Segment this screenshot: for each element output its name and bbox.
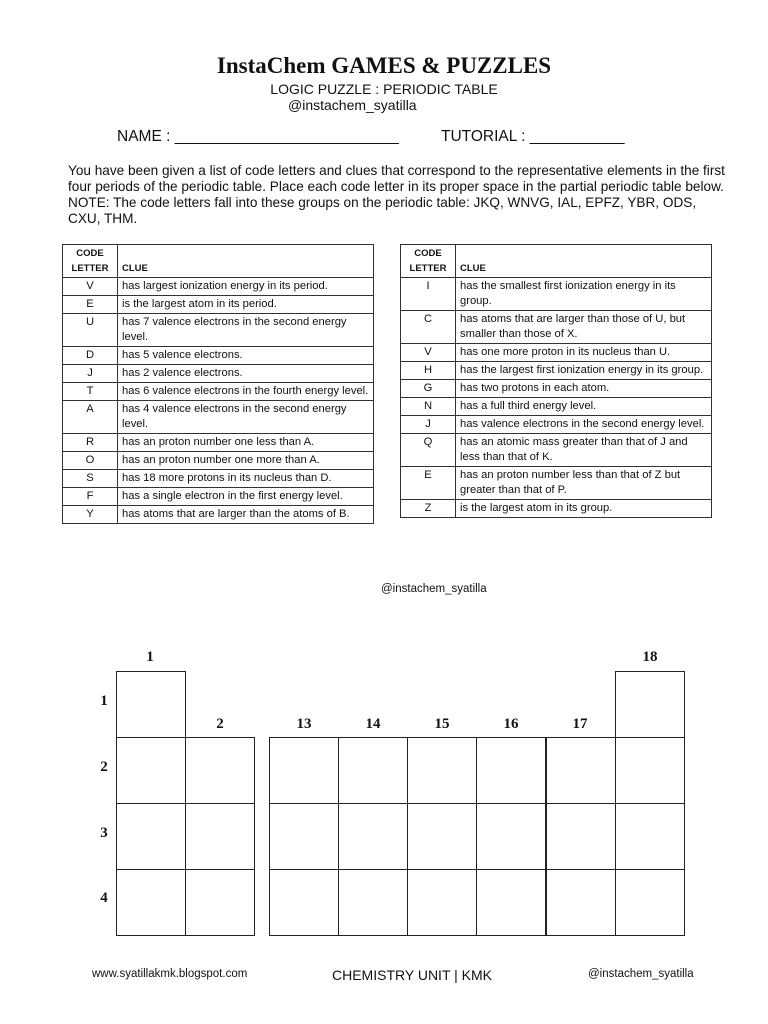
clue-row: [63, 401, 374, 434]
code-letter: V: [63, 278, 118, 296]
cell-period3-group1[interactable]: [116, 803, 186, 870]
code-letter: C: [401, 311, 456, 344]
clue-row: [401, 500, 712, 518]
code-letter: J: [63, 365, 118, 383]
clue-row: [401, 434, 712, 467]
code-letter: Z: [401, 500, 456, 518]
footer-handle: @instachem_syatilla: [588, 968, 694, 980]
clue-text: has atoms that are larger than those of U, but smaller than those of X.: [456, 311, 712, 344]
clue-text: has largest ionization energy in its period.: [118, 278, 374, 296]
cell-period4-group1[interactable]: [116, 869, 186, 936]
clue-text: has 6 valence electrons in the fourth energy level.: [118, 383, 374, 401]
cell-period2-group2[interactable]: [185, 737, 255, 804]
group-label-15: 15: [434, 716, 450, 732]
cell-period3-group17[interactable]: [546, 803, 616, 870]
period-label-3: 3: [100, 825, 108, 841]
clue-header: CLUE: [118, 245, 374, 278]
clue-row: [63, 278, 374, 296]
code-letter: G: [401, 380, 456, 398]
clue-text: has a single electron in the first energy level.: [118, 488, 374, 506]
clue-row: [63, 506, 374, 524]
clue-row: [63, 452, 374, 470]
cell-period4-group2[interactable]: [185, 869, 255, 936]
clue-text: is the largest atom in its period.: [118, 296, 374, 314]
code-letter: Y: [63, 506, 118, 524]
clue-text: has valence electrons in the second energy level.: [456, 416, 712, 434]
clue-row: [401, 467, 712, 500]
cell-period2-group14[interactable]: [338, 737, 408, 804]
code-letter: O: [63, 452, 118, 470]
clue-text: has an proton number one less than A.: [118, 434, 374, 452]
group-label-14: 14: [365, 716, 381, 732]
cell-period3-group18[interactable]: [615, 803, 685, 870]
footer-website: www.syatillakmk.blogspot.com: [92, 968, 248, 980]
cell-period3-group13[interactable]: [269, 803, 339, 870]
puzzle-subtitle: LOGIC PUZZLE : PERIODIC TABLE: [270, 81, 498, 97]
cell-period2-group18[interactable]: [615, 737, 685, 804]
cell-period4-group17[interactable]: [546, 869, 616, 936]
cell-period2-group15[interactable]: [407, 737, 477, 804]
clue-text: has the smallest first ionization energy in its group.: [456, 278, 712, 311]
clue-row: [63, 365, 374, 383]
clue-text: has one more proton in its nucleus than U.: [456, 344, 712, 362]
clue-row: [63, 434, 374, 452]
clue-row: [63, 296, 374, 314]
clue-header: CLUE: [456, 245, 712, 278]
clue-row: [401, 416, 712, 434]
cell-period4-group18[interactable]: [615, 869, 685, 936]
code-letter: H: [401, 362, 456, 380]
group-label-16: 16: [503, 716, 519, 732]
cell-period3-group14[interactable]: [338, 803, 408, 870]
clue-row: [401, 398, 712, 416]
tutorial-field-label: TUTORIAL : ___________: [441, 128, 625, 145]
cell-period3-group15[interactable]: [407, 803, 477, 870]
clue-row: [63, 470, 374, 488]
clue-text: has 5 valence electrons.: [118, 347, 374, 365]
cell-period2-group16[interactable]: [476, 737, 546, 804]
instructions-paragraph: You have been given a list of code letters and clues that correspond to the representative elements in the first four periods of the periodic table. Place each code letter in its proper space in the partial periodic table below. NOTE: The code letters fall into these groups on the periodic table: JKQ, WNVG, IAL, EPFZ, YBR, ODS, CXU, THM.: [68, 163, 725, 226]
clue-row: [401, 362, 712, 380]
code-letter-header: CODE LETTER: [401, 245, 456, 278]
clue-row: [63, 314, 374, 347]
code-letter: U: [63, 314, 118, 347]
clue-row: [401, 344, 712, 362]
clue-text: has 4 valence electrons in the second energy level.: [118, 401, 374, 434]
clue-text: has an proton number less than that of Z but greater than that of P.: [456, 467, 712, 500]
clue-row: [401, 278, 712, 311]
cell-period1-group18[interactable]: [615, 671, 685, 738]
cell-period1-group1[interactable]: [116, 671, 186, 738]
clue-row: [63, 383, 374, 401]
clue-text: has atoms that are larger than the atoms of B.: [118, 506, 374, 524]
table-header-row: [401, 245, 712, 278]
mid-handle: @instachem_syatilla: [381, 583, 487, 595]
code-letter: I: [401, 278, 456, 311]
code-letter-header: CODE LETTER: [63, 245, 118, 278]
group-label-1: 1: [146, 649, 154, 665]
name-field-label: NAME : __________________________: [117, 128, 399, 145]
code-letter: E: [63, 296, 118, 314]
clue-text: has a full third energy level.: [456, 398, 712, 416]
author-handle: @instachem_syatilla: [288, 97, 417, 113]
code-letter: S: [63, 470, 118, 488]
code-letter: A: [63, 401, 118, 434]
cell-period3-group16[interactable]: [476, 803, 546, 870]
clue-text: has 18 more protons in its nucleus than D.: [118, 470, 374, 488]
footer-unit: CHEMISTRY UNIT | KMK: [332, 967, 492, 983]
clue-text: has 2 valence electrons.: [118, 365, 374, 383]
group-label-2: 2: [216, 716, 224, 732]
clue-text: is the largest atom in its group.: [456, 500, 712, 518]
period-label-4: 4: [100, 890, 108, 906]
code-letter: V: [401, 344, 456, 362]
clue-row: [401, 311, 712, 344]
clue-text: has 7 valence electrons in the second energy level.: [118, 314, 374, 347]
code-letter: J: [401, 416, 456, 434]
cell-period4-group13[interactable]: [269, 869, 339, 936]
page-title: InstaChem GAMES & PUZZLES: [216, 53, 552, 78]
clue-text: has the largest first ionization energy in its group.: [456, 362, 712, 380]
code-letter: F: [63, 488, 118, 506]
cell-period2-group17[interactable]: [546, 737, 616, 804]
group-label-13: 13: [296, 716, 312, 732]
clue-text: has an proton number one more than A.: [118, 452, 374, 470]
table-header-row: [63, 245, 374, 278]
code-letter: N: [401, 398, 456, 416]
group-label-18: 18: [642, 649, 658, 665]
period-label-2: 2: [100, 759, 108, 775]
cell-period3-group2[interactable]: [185, 803, 255, 870]
clue-text: has an atomic mass greater than that of J and less than that of K.: [456, 434, 712, 467]
cell-period2-group13[interactable]: [269, 737, 339, 804]
code-letter: D: [63, 347, 118, 365]
period-label-1: 1: [100, 693, 108, 709]
code-letter: T: [63, 383, 118, 401]
code-letter: R: [63, 434, 118, 452]
code-letter: E: [401, 467, 456, 500]
clue-row: [401, 380, 712, 398]
clue-table-right: [400, 244, 712, 518]
code-letter: Q: [401, 434, 456, 467]
cell-period4-group15[interactable]: [407, 869, 477, 936]
clue-row: [63, 347, 374, 365]
group-label-17: 17: [572, 716, 588, 732]
clue-text: has two protons in each atom.: [456, 380, 712, 398]
cell-period2-group1[interactable]: [116, 737, 186, 804]
cell-period4-group14[interactable]: [338, 869, 408, 936]
cell-period4-group16[interactable]: [476, 869, 546, 936]
clue-row: [63, 488, 374, 506]
clue-table-left: [62, 244, 374, 524]
